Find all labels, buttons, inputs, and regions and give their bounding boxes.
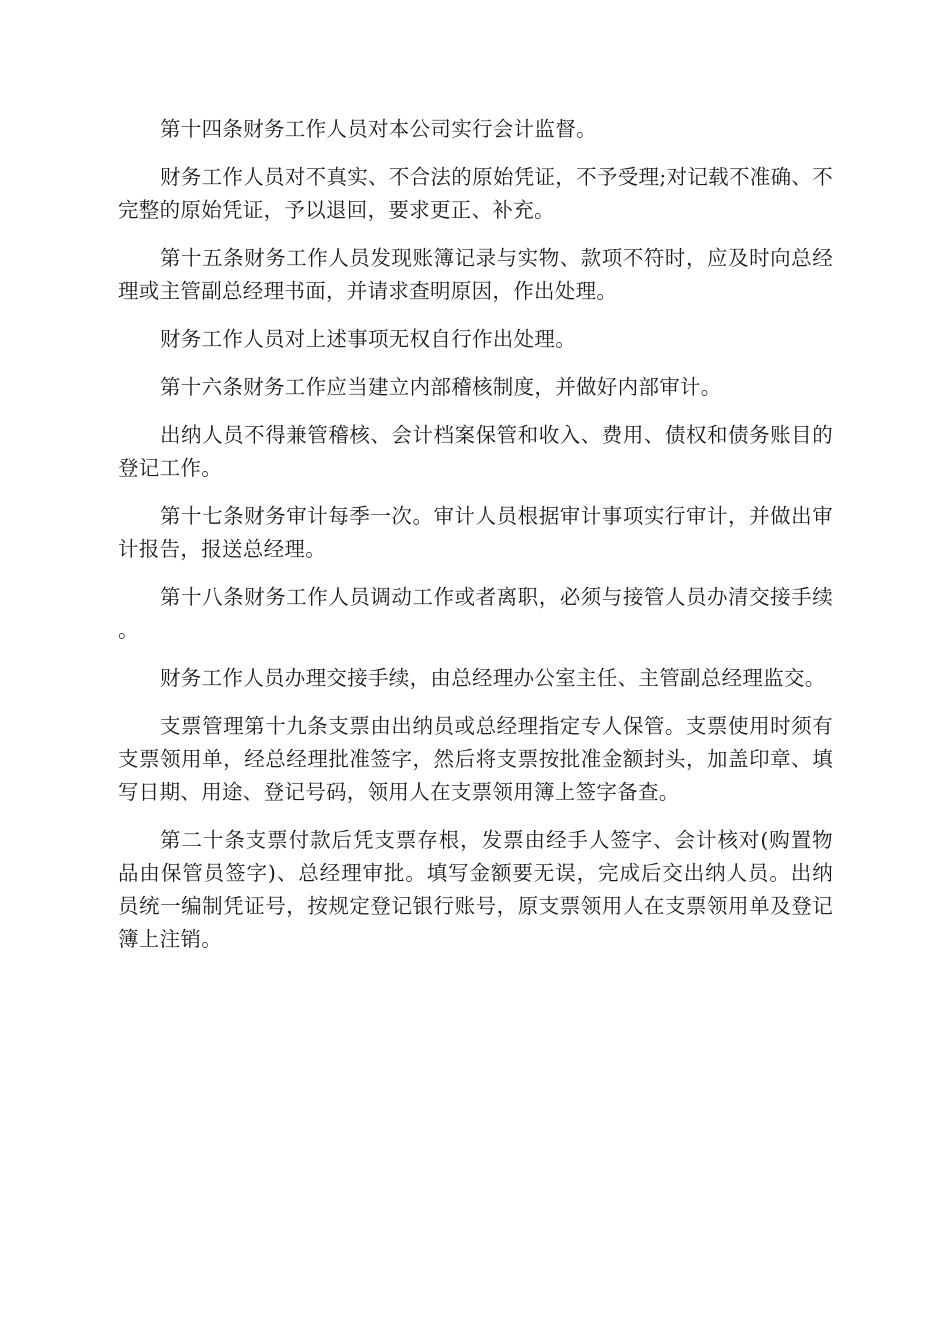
article-15-detail-paragraph: 财务工作人员对上述事项无权自行作出处理。 <box>160 327 576 351</box>
article-16-detail-paragraph: 出纳人员不得兼管稽核、会计档案保管和收入、费用、债权和债务账目的登记工作。 <box>118 423 833 480</box>
article-15-paragraph: 第十五条财务工作人员发现账簿记录与实物、款项不符时，应及时向总经理或主管副总经理书面，并请求查明原因，作出处理。 <box>118 246 833 303</box>
article-17-paragraph: 第十七条财务审计每季一次。审计人员根据审计事项实行审计，并做出审计报告，报送总经理。 <box>118 504 833 561</box>
article-18-paragraph: 第十八条财务工作人员调动工作或者离职，必须与接管人员办清交接手续。 <box>118 585 833 642</box>
article-16-paragraph: 第十六条财务工作应当建立内部稽核制度，并做好内部审计。 <box>160 375 722 399</box>
article-14-paragraph: 第十四条财务工作人员对本公司实行会计监督。 <box>160 117 597 141</box>
document-body <box>118 113 833 971</box>
article-20-paragraph: 第二十条支票付款后凭支票存根，发票由经手人签字、会计核对(购置物品由保管员签字)、总经理审批。填写金额要无误，完成后交出纳人员。出纳员统一编制凭证号，按规定登记银行账号，原支票领用人在支票领用单及登记簿上注销。 <box>118 828 833 951</box>
article-19-paragraph: 支票管理第十九条支票由出纳员或总经理指定专人保管。支票使用时须有支票领用单，经总经理批准签字，然后将支票按批准金额封头，加盖印章、填写日期、用途、登记号码，领用人在支票领用簿上签字备查。 <box>118 714 833 804</box>
article-18-detail-paragraph: 财务工作人员办理交接手续，由总经理办公室主任、主管副总经理监交。 <box>160 666 826 690</box>
article-14-detail-paragraph: 财务工作人员对不真实、不合法的原始凭证，不予受理;对记载不准确、不完整的原始凭证，予以退回，要求更正、补充。 <box>118 165 833 222</box>
